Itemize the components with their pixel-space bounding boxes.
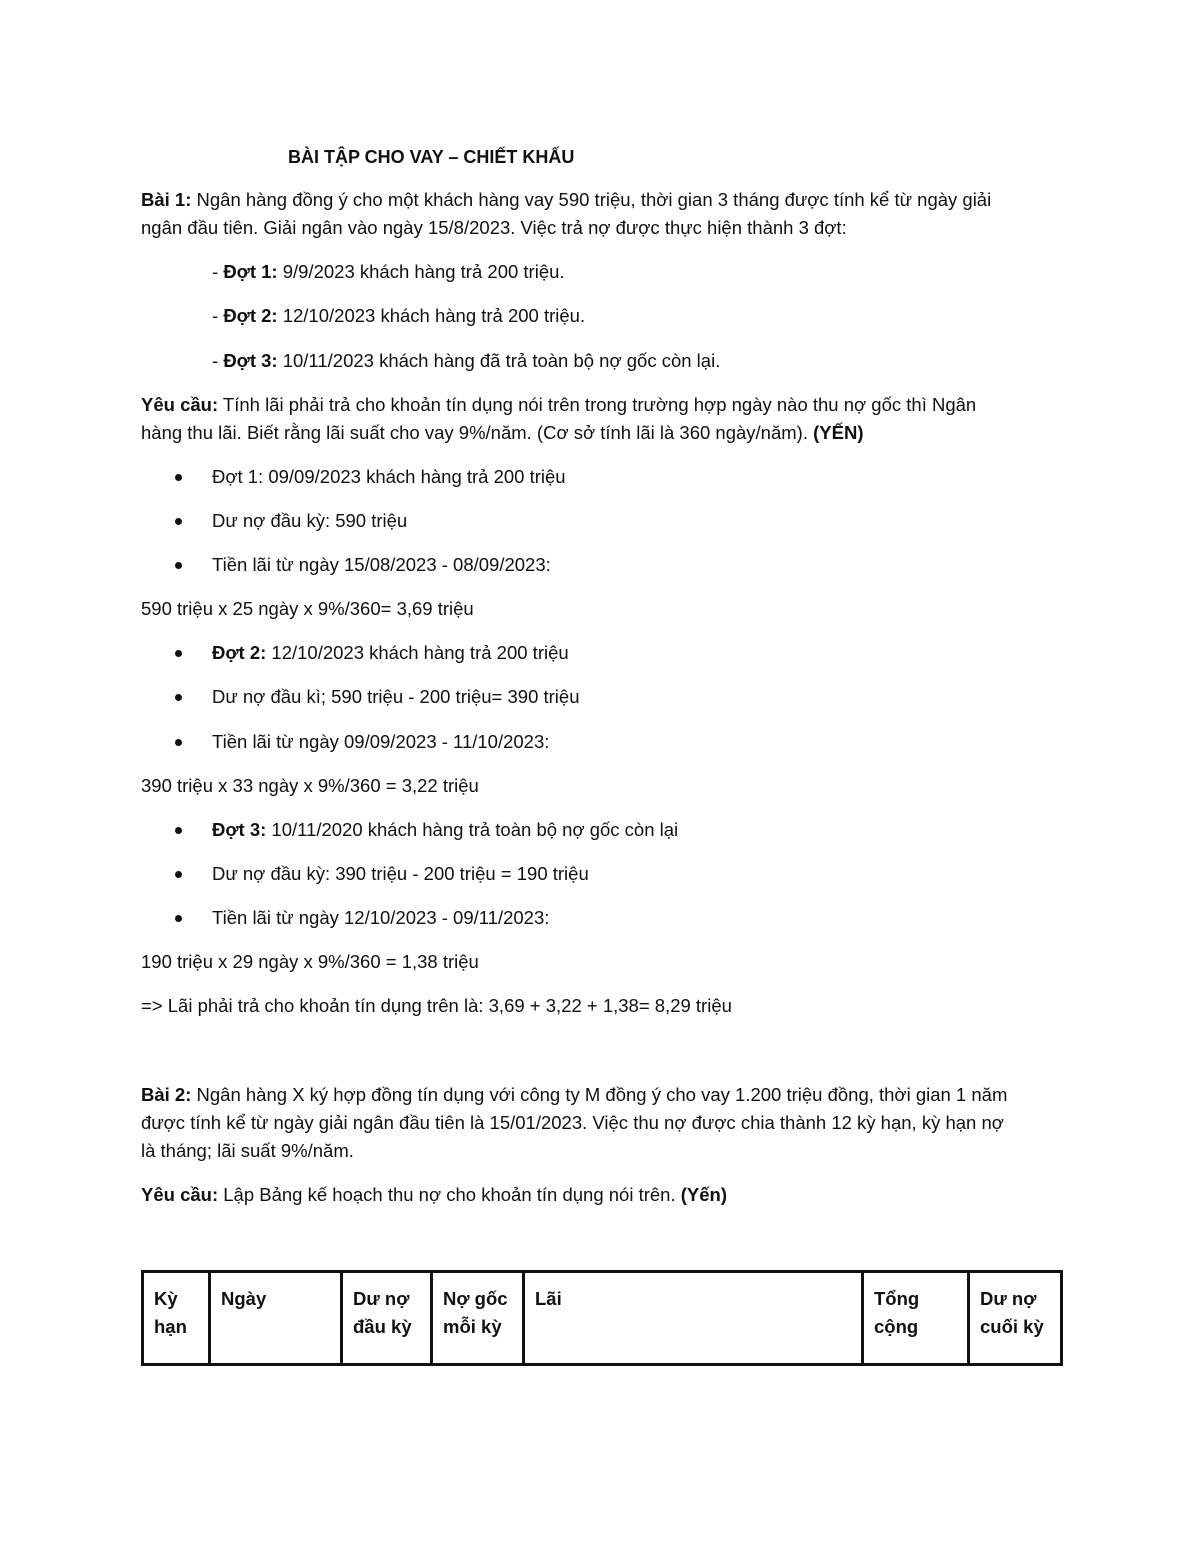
bai1-text: Ngân hàng đồng ý cho một khách hàng vay 590 triệu, thời gian 3 tháng được tính kể từ ngày giải [191,189,992,210]
sol2-text: 12/10/2023 khách hàng trả 200 triệu [266,642,569,663]
bullet-dot [175,562,182,569]
yeucau-label: Yêu cầu: [141,394,219,415]
bullet-dot [175,694,182,701]
bai2-text: Ngân hàng X ký hợp đồng tín dụng với công ty M đồng ý cho vay 1.200 triệu đồng, thời gian 1 năm [191,1084,1008,1105]
sol3-bullet2: Dư nợ đầu kỳ: 390 triệu - 200 triệu = 190 triệu [212,863,589,884]
dot2-text: 12/10/2023 khách hàng trả 200 triệu. [277,305,586,326]
bai1-dot3 [212,349,720,373]
sol3-bullet1 [212,818,678,842]
bai1-paragraph-line2: ngân đầu tiên. Giải ngân vào ngày 15/8/2023. Việc trả nợ được thực hiện thành 3 đợt: [141,217,847,238]
sol3-label: Đợt 3: [212,819,267,840]
dot3-label: Đợt 3: [223,350,278,371]
header-lai: Lãi [524,1272,863,1365]
dot3-text: 10/11/2023 khách hàng đã trả toàn bộ nợ gốc còn lại. [277,350,721,371]
bullet-dot [175,650,182,657]
bai2-yeucau-text: Lập Bảng kế hoạch thu nợ cho khoản tín dụng nói trên. [218,1184,681,1205]
yeucau-text-cont: hàng thu lãi. Biết rằng lãi suất cho vay 9%/năm. (Cơ sở tính lãi là 360 ngày/năm). [141,422,814,443]
dash: - [212,350,224,371]
bai1-dot2 [212,304,585,328]
header-du-no-dau-ky: Dư nợ đầu kỳ [342,1272,432,1365]
bai1-yeucau-line2 [141,421,864,445]
yeucau-tag: (YẾN) [813,422,864,443]
repayment-plan-table [141,1270,1063,1366]
header-ngay: Ngày [210,1272,342,1365]
sol1-calc: 590 triệu x 25 ngày x 9%/360= 3,69 triệu [141,598,474,619]
header-no-goc-moi-ky: Nợ gốc mỗi kỳ [432,1272,524,1365]
bullet-dot [175,518,182,525]
dash: - [212,305,224,326]
bullet-dot [175,827,182,834]
bai1-paragraph-line1 [141,188,991,212]
bai2-yeucau-tag: (Yến) [680,1184,727,1205]
header-du-no-cuoi-ky: Dư nợ cuối kỳ [969,1272,1062,1365]
sol-conclusion: => Lãi phải trả cho khoản tín dụng trên là: 3,69 + 3,22 + 1,38= 8,29 triệu [141,995,732,1016]
bai2-yeucau-label: Yêu cầu: [141,1184,219,1205]
table-header-row [143,1272,1062,1365]
sol1-bullet1: Đợt 1: 09/09/2023 khách hàng trả 200 triệu [212,466,566,487]
dot1-label: Đợt 1: [223,261,278,282]
sol2-calc: 390 triệu x 33 ngày x 9%/360 = 3,22 triệu [141,775,479,796]
sol2-bullet2: Dư nợ đầu kì; 590 triệu - 200 triệu= 390 triệu [212,686,580,707]
bai2-paragraph-line2: được tính kể từ ngày giải ngân đầu tiên là 15/01/2023. Việc thu nợ được chia thành 12 kỳ hạn, kỳ hạn nợ [141,1112,1004,1133]
bai2-yeucau [141,1183,727,1207]
bai2-paragraph-line3: là tháng; lãi suất 9%/năm. [141,1140,354,1161]
yeucau-text: Tính lãi phải trả cho khoản tín dụng nói trên trong trường hợp ngày nào thu nợ gốc thì Ngân [218,394,977,415]
sol1-bullet3: Tiền lãi từ ngày 15/08/2023 - 08/09/2023: [212,554,551,575]
bullet-dot [175,871,182,878]
sol1-bullet2: Dư nợ đầu kỳ: 590 triệu [212,510,408,531]
header-ky-han: Kỳ hạn [143,1272,210,1365]
bai1-label: Bài 1: [141,189,192,210]
dash: - [212,261,224,282]
bai2-label: Bài 2: [141,1084,192,1105]
bai2-paragraph-line1 [141,1083,1007,1107]
sol3-text: 10/11/2020 khách hàng trả toàn bộ nợ gốc còn lại [266,819,679,840]
bai1-dot1 [212,260,565,284]
document-title: BÀI TẬP CHO VAY – CHIẾT KHẤU [288,147,575,167]
sol2-label: Đợt 2: [212,642,267,663]
dot2-label: Đợt 2: [223,305,278,326]
bai1-yeucau-line1 [141,393,976,417]
sol2-bullet3: Tiền lãi từ ngày 09/09/2023 - 11/10/2023: [212,731,550,752]
header-tong-cong: Tổng cộng [863,1272,969,1365]
bullet-dot [175,739,182,746]
bullet-dot [175,474,182,481]
bullet-dot [175,915,182,922]
sol3-bullet3: Tiền lãi từ ngày 12/10/2023 - 09/11/2023: [212,907,550,928]
dot1-text: 9/9/2023 khách hàng trả 200 triệu. [277,261,565,282]
sol2-bullet1 [212,641,569,665]
sol3-calc: 190 triệu x 29 ngày x 9%/360 = 1,38 triệu [141,951,479,972]
